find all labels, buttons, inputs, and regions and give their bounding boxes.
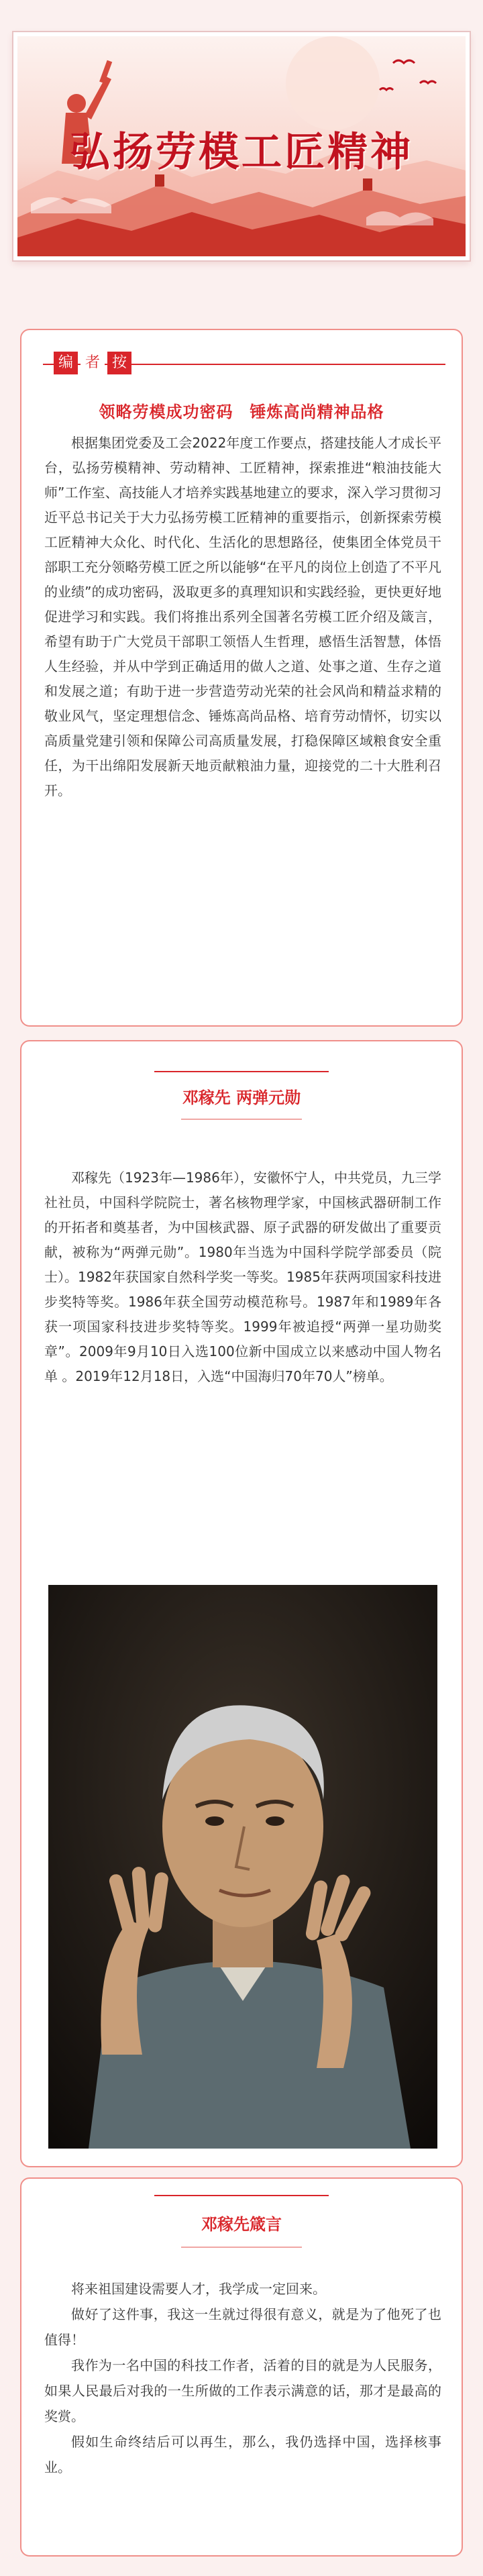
tag-char-3: 按 [107, 352, 131, 374]
quote-2: 做好了这件事，我这一生就过得很有意义，就是为了他死了也值得！ [44, 2306, 441, 2348]
editor-note-tag [43, 350, 445, 377]
profile-heading-text: 邓稼先 两弹元勋 [182, 1088, 301, 1107]
profile-paragraph: 邓稼先（1923年—1986年），安徽怀宁人，中共党员，九三学社社员，中国科学院院士，著名核物理学家，中国核武器研制工作的开拓者和奠基者，为中国核武器、原子武器的研发做出了重要贡献，被称为“两弹元勋”。1980年当选为中国科学院学部委员（院士）。1982年获国家自然科学奖一等奖。1985年获两项国家科技进步奖特等奖。1986年获全国劳动模范称号。1987年和1989年各获一项国家科技进步奖特等奖。1999年被追授“两弹一星功勋奖章”。2009年9月10日入选100位新中国成立以来感动中国人物名单 。2019年12月18日，入选“中国海归70年70人”榜单。 [44, 1170, 441, 1384]
header-banner [13, 32, 470, 260]
profile-card [20, 1040, 463, 2167]
tag-char-2: 者 [80, 352, 105, 374]
intro-paragraph: 根据集团党委及工会2022年度工作要点，搭建技能人才成长平台，弘扬劳模精神、劳动精神、工匠精神，探索推进“粮油技能大师”工作室、高技能人才培养实践基地建立的要求，深入学习贯彻习近平总书记关于大力弘扬劳模工匠精神的重要指示，创新探索劳模工匠精神大众化、时代化、生活化的思想路径，使集团全体党员干部职工充分领略劳模工匠之所以能够“在平凡的岗位上创造了不平凡的业绩”的成功密码，汲取更多的真理知识和实践经验，更快更好地促进学习和实践。我们将推出系列全国著名劳模工匠介绍及箴言，希望有助于广大党员干部职工领悟人生哲理，感悟生活智慧，体悟人生经验，并从中学到正确适用的做人之道、处事之道、生存之道和发展之道；有助于进一步营造劳动光荣的社会风尚和精益求精的敬业风气，坚定理想信念、锤炼高尚品格、培育劳动情怀，切实以高质量党建引领和保障公司高质量发展，打稳保障区域粮食安全重任，为干出绵阳发展新天地贡献粮油力量，迎接党的二十大胜利召开。 [44, 435, 441, 798]
editor-note-card [20, 329, 463, 1027]
intro-subtitle: 领略劳模成功密码 锤炼高尚精神品格 [99, 403, 384, 421]
profile-heading [21, 1071, 462, 1120]
profile-body [44, 1166, 441, 1389]
intro-body [44, 431, 441, 803]
banner-title: 弘扬劳模工匠精神 [70, 129, 413, 176]
quotes-body [44, 2276, 441, 2480]
quote-4: 假如生命终结后可以再生，那么，我仍选择中国，选择核事业。 [44, 2434, 441, 2475]
heading-rule-bottom [181, 2247, 302, 2248]
heading-rule-bottom [181, 1119, 302, 1120]
quotes-heading [21, 2195, 462, 2248]
quotes-card [20, 2177, 463, 2557]
tag-char-1: 编 [54, 352, 78, 374]
portrait-photo [48, 1585, 437, 2149]
quotes-heading-text: 邓稼先箴言 [201, 2215, 282, 2234]
quote-1: 将来祖国建设需要人才，我学成一定回来。 [71, 2281, 326, 2297]
portrait-illustration [48, 1585, 437, 2149]
quote-3: 我作为一名中国的科技工作者，活着的目的就是为人民服务，如果人民最后对我的一生所做的工作表示满意的话，那才是最高的奖赏。 [44, 2357, 441, 2424]
